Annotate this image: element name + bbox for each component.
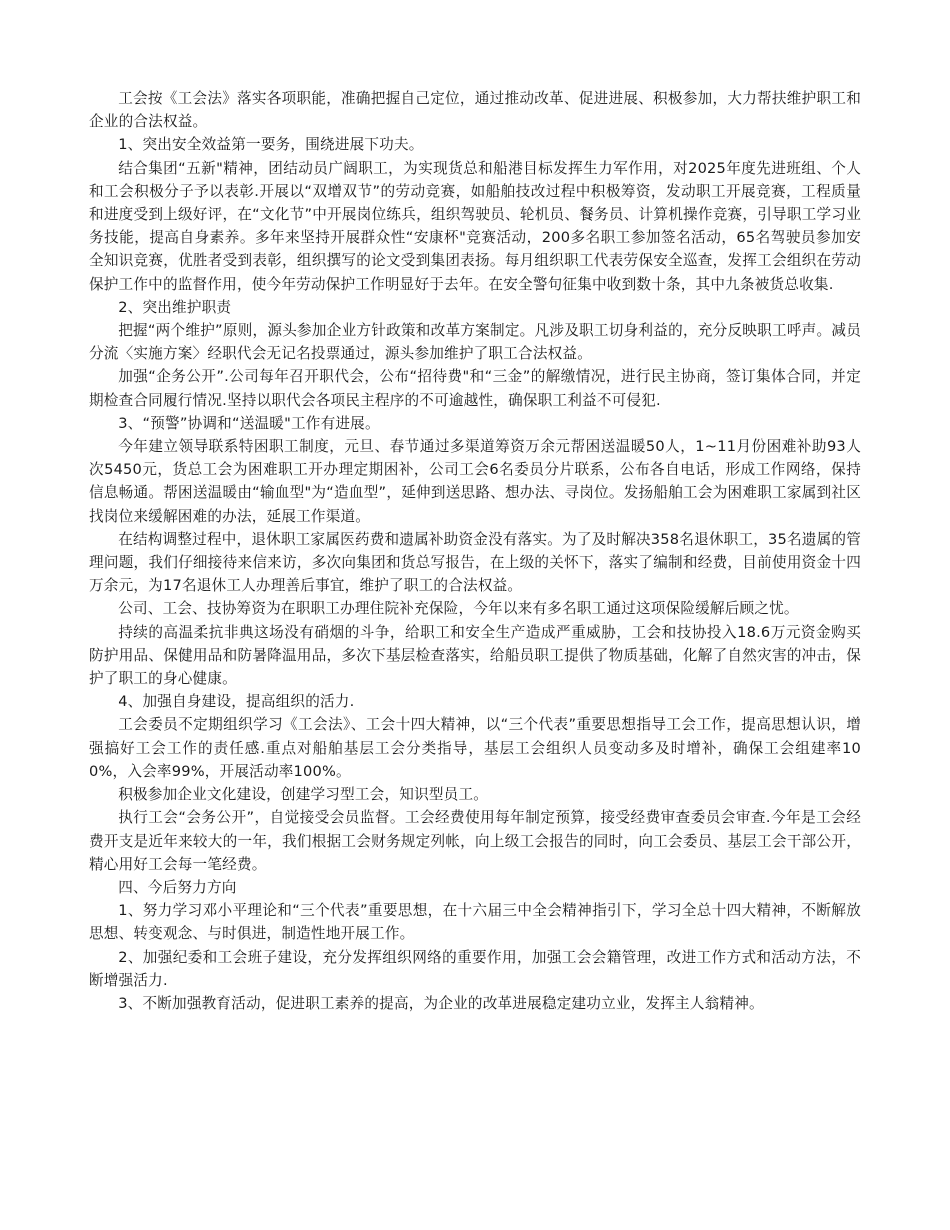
list-item: 3、不断加强教育活动，促进职工素养的提高，为企业的改革进展稳定建功立业，发挥主人翁精神。 [118,994,764,1012]
body-paragraph: 今年建立领导联系特困职工制度，元旦、春节通过多渠道筹资万余元帮困送温暖50人，1~11月份困难补助93人次5450元，货总工会为困难职工开办理定期困补，公司工会6名委员分片联系，公布各自电话，形成工作网络，保持信息畅通。帮困送温暖由“输血型"为“造血型”，延伸到送思路、想办法、寻岗位。发扬船舶工会为困难职工家属到社区找岗位来缓解困难的办法，延展工作渠道。 [89,438,861,525]
body-paragraph: 把握“两个维护”原则，源头参加企业方针政策和改革方案制定。凡涉及职工切身利益的，充分反映职工呼声。减员分流〈实施方案〉经职代会无记名投票通过，源头参加维护了职工合法权益。 [89,322,861,363]
section-heading-warmth: 3、“预警”协调和“送温暖"工作有进展。 [118,414,380,432]
body-paragraph: 工会委员不定期组织学习《工会法》、工会十四大精神，以“三个代表”重要思想指导工会工作，提高思想认识，增强搞好工会工作的责任感.重点对船舶基层工会分类指导，基层工会组织人员变动多及时增补，确保工会组建率100%，入会率99%，开展活动率100%。 [89,716,861,780]
list-item: 1、努力学习邓小平理论和“三个代表”重要思想，在十六届三中全会精神指引下，学习全总十四大精神，不断解放思想、转变观念、与时俱进，制造性地开展工作。 [89,902,861,943]
body-paragraph: 加强“企务公开”.公司每年召开职代会，公布“招待费"和“三金”的解缴情况，进行民主协商，签订集体合同，并定期检查合同履行情况.坚持以职代会各项民主程序的不可逾越性，确保职工利益不可侵犯. [89,368,861,409]
section-heading-self-building: 4、加强自身建设，提高组织的活力. [118,693,355,711]
body-paragraph: 公司、工会、技协筹资为在职职工办理住院补充保险，今年以来有多名职工通过这项保险缓解后顾之忧。 [118,600,799,618]
body-paragraph: 在结构调整过程中，退休职工家属医药费和遗属补助资金没有落实。为了及时解决358名退休职工，35名遗属的管理问题，我们仔细接待来信来访，多次向集团和货总写报告，在上级的关怀下，落实了编制和经费，目前使用资金十四万余元，为17名退休工人办理善后事宜，维护了职工的合法权益。 [89,530,861,595]
section-heading-future: 四、今后努力方向 [118,878,237,896]
intro-paragraph: 工会按《工会法》落实各项职能，准确把握自己定位，通过推动改革、促进进展、积极参加，大力帮扶维护职工和企业的合法权益。 [89,90,861,131]
section-heading-safety: 1、突出安全效益第一要务，围绕进展下功夫。 [118,136,424,154]
list-item: 2、加强纪委和工会班子建设，充分发挥组织网络的重要作用，加强工会会籍管理，改进工作方式和活动方法，不断增强活力. [89,948,861,989]
body-paragraph: 持续的高温柔抗非典这场没有硝烟的斗争，给职工和安全生产造成严重威胁，工会和技协投入18.6万元资金购买防护用品、保健用品和防暑降温用品，多次下基层检查落实，给船员职工提供了物质基础，化解了自然灾害的冲击，保护了职工的身心健康。 [89,623,861,688]
document-body [89,87,861,1015]
body-paragraph: 执行工会“会务公开”，自觉接受会员监督。工会经费使用每年制定预算，接受经费审查委员会审查.今年是工会经费开支是近年来较大的一年，我们根据工会财务规定列帐，向上级工会报告的同时，向工会委员、基层工会干部公开，精心用好工会每一笔经费。 [89,809,861,873]
body-paragraph: 积极参加企业文化建设，创建学习型工会，知识型员工。 [118,786,489,804]
body-paragraph: 结合集团“五新"精神，团结动员广阔职工，为实现货总和船港目标发挥生力军作用，对2025年度先进班组、个人和工会积极分子予以表彰.开展以“双增双节”的劳动竞赛，如船舶技改过程中积极筹资，发动职工开展竞赛，工程质量和进度受到上级好评，在“文化节”中开展岗位练兵，组织驾驶员、轮机员、餐务员、计算机操作竞赛，引导职工学习业务技能，提高自身素养。多年来坚持开展群众性“安康杯"竞赛活动，200多名职工参加签名活动，65名驾驶员参加安全知识竞赛，优胜者受到表彰，组织撰写的论文受到集团表扬。每月组织职工代表劳保安全巡查，发挥工会组织在劳动保护工作中的监督作用，使今年劳动保护工作明显好于去年。在安全警句征集中收到数十条，其中九条被货总收集. [89,159,861,293]
section-heading-protection: 2、突出维护职责 [118,298,232,316]
